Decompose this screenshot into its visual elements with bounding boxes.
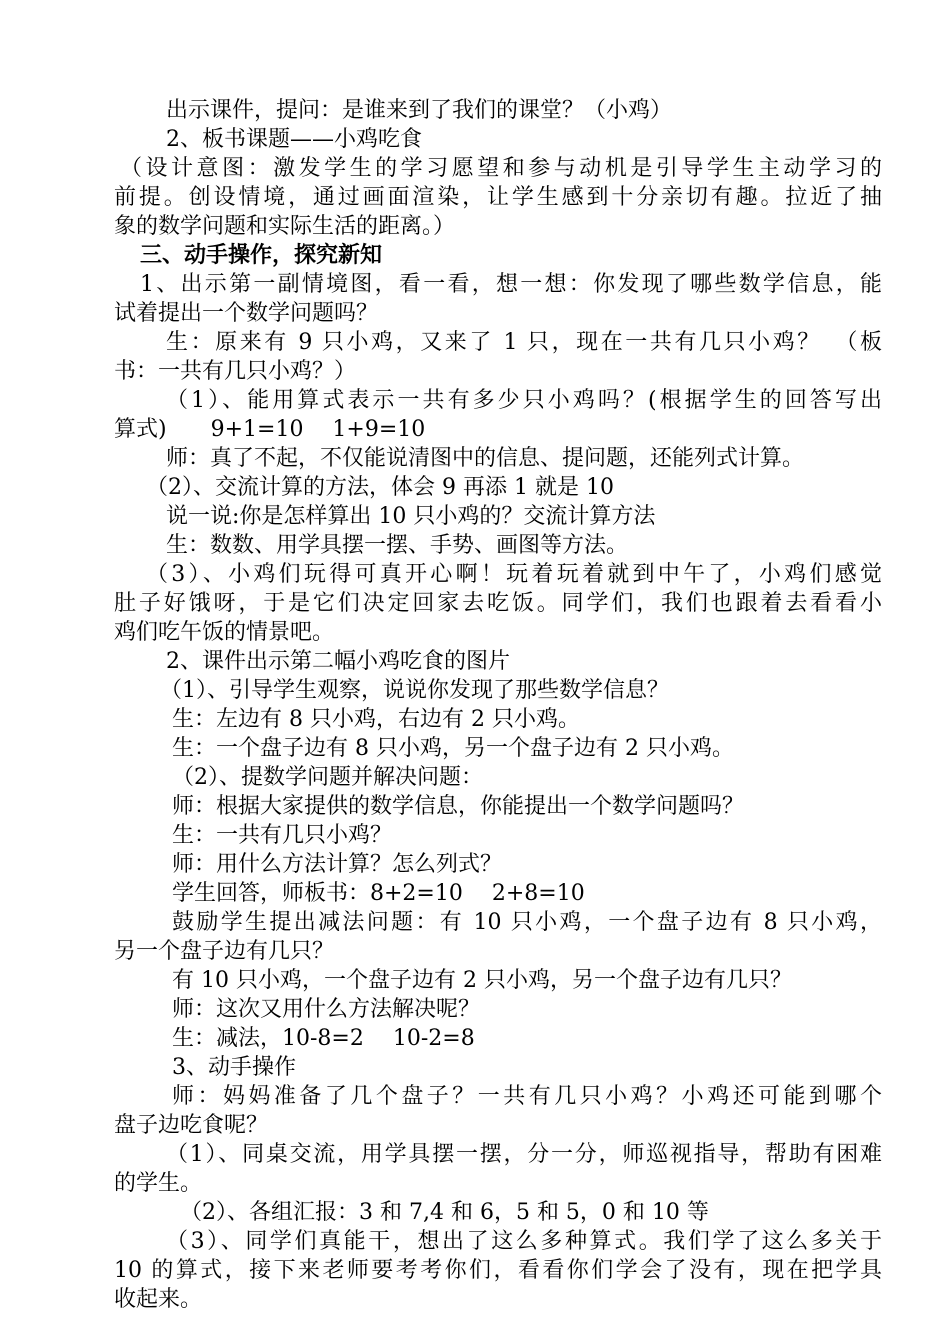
text-line: （设计意图：激发学生的学习愿望和参与动机是引导学生主动学习的 — [120, 156, 882, 181]
text-line: （2）、各组汇报：3 和 7,4 和 6，5 和 5，0 和 10 等 — [180, 1200, 709, 1225]
text-line: 肚子好饿呀，于是它们决定回家去吃饭。同学们，我们也跟着去看看小 — [114, 591, 882, 616]
text-line: 书：一共有几只小鸡？） — [114, 359, 357, 384]
text-line: 生：数数、用学具摆一摆、手势、画图等方法。 — [166, 533, 629, 558]
text-line: （3）、小鸡们玩得可真开心啊！玩着玩着就到中午了，小鸡们感觉 — [146, 562, 882, 587]
text-line: 盘子边吃食呢？ — [114, 1113, 269, 1138]
text-line: 师：根据大家提供的数学信息，你能提出一个数学问题吗？ — [172, 794, 745, 819]
text-line: （2）、交流计算的方法，体会 9 再添 1 就是 10 — [146, 475, 614, 500]
text-line: 3、动手操作 — [172, 1055, 296, 1080]
text-line: （2）、提数学问题并解决问题： — [172, 765, 483, 790]
text-line: 出示课件，提问：是谁来到了我们的课堂？（小鸡） — [166, 98, 673, 123]
text-line: 另一个盘子边有几只？ — [114, 939, 335, 964]
text-line: 生：原来有 9 只小鸡，又来了 1 只，现在一共有几只小鸡？ （板 — [166, 330, 882, 355]
text-line: （1）、同桌交流，用学具摆一摆，分一分，师巡视指导，帮助有困难 — [166, 1142, 882, 1167]
text-line: 师：妈妈准备了几个盘子？一共有几只小鸡？小鸡还可能到哪个 — [172, 1084, 882, 1109]
text-line: 师：真了不起，不仅能说清图中的信息、提问题，还能列式计算。 — [166, 446, 805, 471]
text-line: 的学生。 — [114, 1171, 203, 1196]
text-line: 鼓励学生提出减法问题：有 10 只小鸡，一个盘子边有 8 只小鸡， — [172, 910, 882, 935]
text-line: 生：一共有几只小鸡？ — [172, 823, 393, 848]
text-line: （1）、引导学生观察，说说你发现了那些数学信息？ — [160, 678, 669, 703]
text-line: 2、课件出示第二幅小鸡吃食的图片 — [166, 649, 510, 674]
text-line: 师：这次又用什么方法解决呢？ — [172, 997, 481, 1022]
text-line: 象的数学问题和实际生活的距离。） — [114, 214, 456, 239]
text-line: （3）、同学们真能干，想出了这么多种算式。我们学了这么多关于 — [166, 1229, 882, 1254]
text-line: 生：左边有 8 只小鸡，右边有 2 只小鸡。 — [172, 707, 580, 732]
text-line: 师：用什么方法计算？怎么列式？ — [172, 852, 503, 877]
text-line: （1）、能用算式表示一共有多少只小鸡吗？(根据学生的回答写出 — [166, 388, 882, 413]
text-line: 说一说:你是怎样算出 10 只小鸡的？交流计算方法 — [166, 504, 656, 529]
text-line: 算式) 9+1=10 1+9=10 — [114, 417, 426, 442]
section-heading: 三、动手操作，探究新知 — [140, 242, 383, 268]
text-line: 1、出示第一副情境图，看一看，想一想：你发现了哪些数学信息，能 — [140, 272, 882, 297]
text-line: 10 的算式，接下来老师要考考你们，看看你们学会了没有，现在把学具 — [114, 1258, 882, 1283]
text-line: 生：减法，10-8=2 10-2=8 — [172, 1026, 475, 1051]
text-line: 生：一个盘子边有 8 只小鸡，另一个盘子边有 2 只小鸡。 — [172, 736, 734, 761]
text-line: 2、板书课题——小鸡吃食 — [166, 127, 422, 152]
text-line: 试着提出一个数学问题吗？ — [114, 301, 379, 326]
text-line: 有 10 只小鸡，一个盘子边有 2 只小鸡，另一个盘子边有几只？ — [172, 968, 792, 993]
text-line: 前提。创设情境，通过画面渲染，让学生感到十分亲切有趣。拉近了抽 — [114, 185, 882, 210]
text-line: 学生回答，师板书：8+2=10 2+8=10 — [172, 881, 585, 906]
text-line: 鸡们吃午饭的情景吧。 — [114, 620, 335, 645]
text-line: 收起来。 — [114, 1287, 203, 1312]
